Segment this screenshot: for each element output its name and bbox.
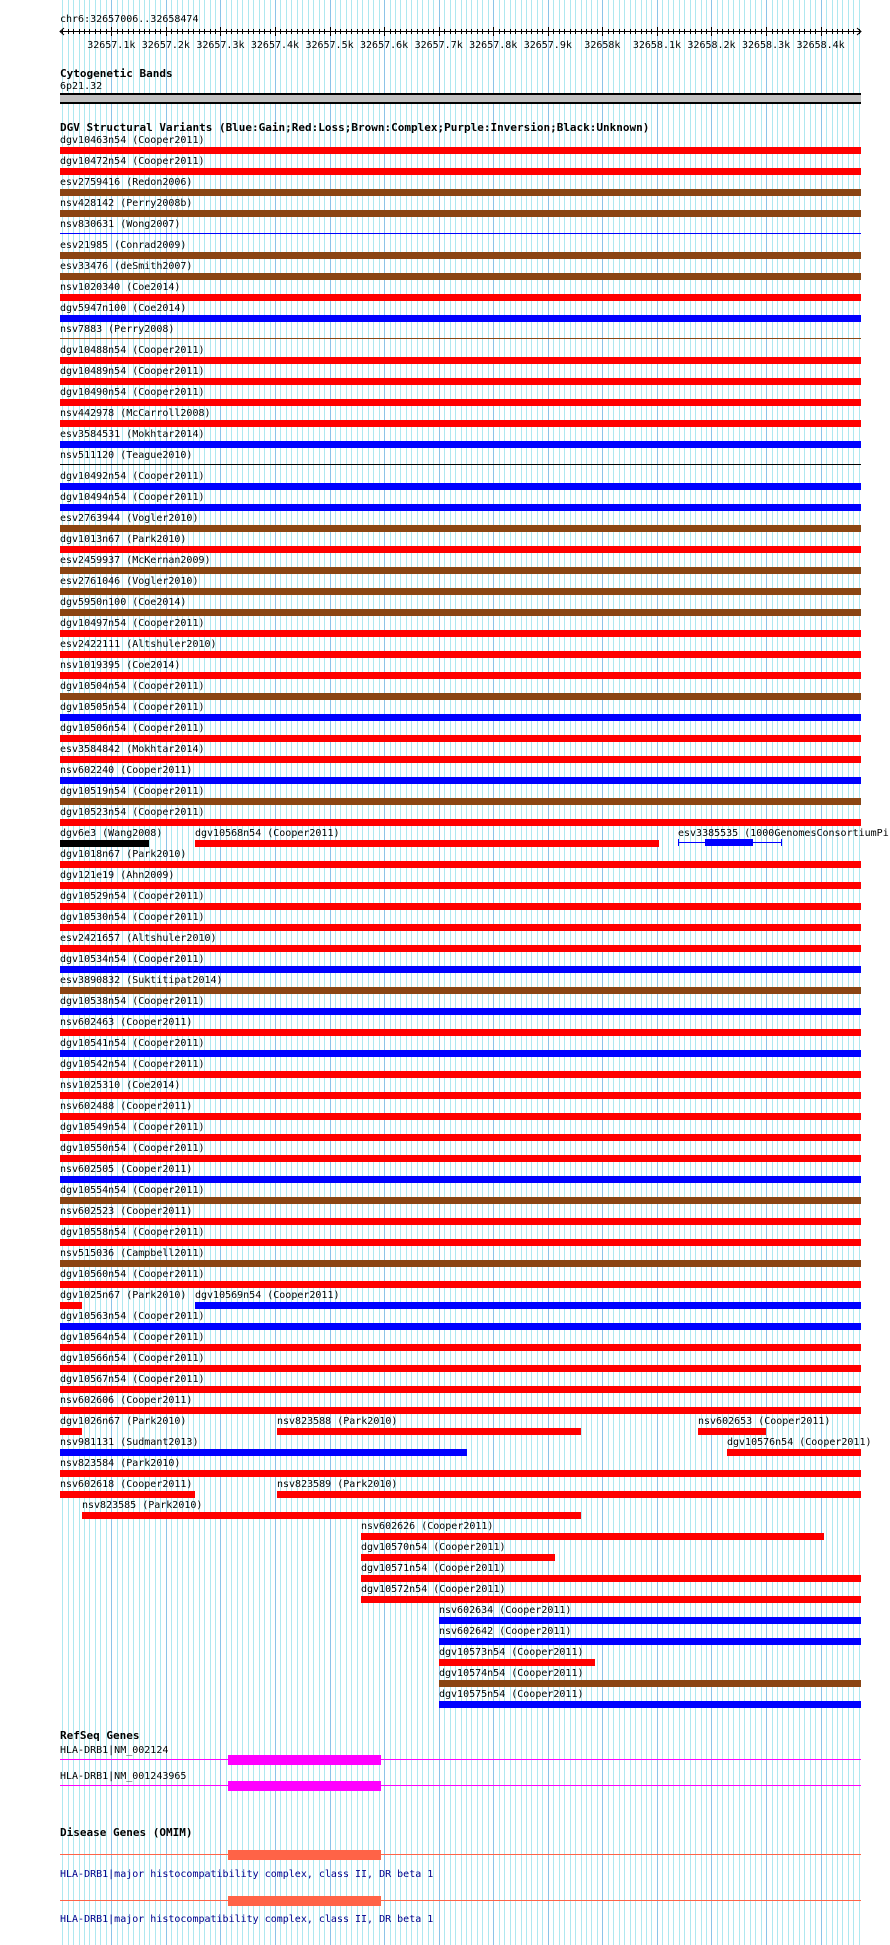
variant-bar-cap (781, 839, 782, 846)
variant-label[interactable]: dgv10574n54 (Cooper2011) (439, 1668, 584, 1679)
gene-label[interactable]: HLA-DRB1|NM_001243965 (60, 1771, 187, 1782)
variant-bar[interactable] (60, 756, 861, 763)
gene-intron-line[interactable] (60, 1785, 861, 1786)
ruler[interactable] (55, 25, 867, 65)
gene-intron-line[interactable] (60, 1759, 861, 1760)
variant-label[interactable]: dgv10492n54 (Cooper2011) (60, 471, 205, 482)
variant-bar[interactable] (60, 357, 861, 364)
variant-label[interactable]: nsv602618 (Cooper2011) (60, 1479, 193, 1490)
omim-track-title: Disease Genes (OMIM) (60, 1826, 193, 1839)
variant-label[interactable]: dgv10567n54 (Cooper2011) (60, 1374, 205, 1385)
variant-label[interactable]: dgv10529n54 (Cooper2011) (60, 891, 205, 902)
variant-label[interactable]: nsv515036 (Campbell2011) (60, 1248, 205, 1259)
variant-label[interactable]: nsv602606 (Cooper2011) (60, 1395, 193, 1406)
variant-bar[interactable] (60, 1386, 861, 1393)
ruler-tick-label: 32657.2k (141, 40, 190, 51)
ruler-tick-label: 32658k (584, 40, 621, 51)
variant-bar[interactable] (60, 399, 861, 406)
ruler-tick-label: 32658.1k (632, 40, 682, 51)
variant-label[interactable]: dgv10571n54 (Cooper2011) (361, 1563, 506, 1574)
variant-bar[interactable] (60, 168, 861, 175)
dgv-track-title: DGV Structural Variants (Blue:Gain;Red:Loss;Brown:Complex;Purple:Inversion;Black:Unknown) (60, 121, 650, 134)
ruler-tick-label: 32658.3k (741, 40, 791, 51)
variant-label[interactable]: nsv602653 (Cooper2011) (698, 1416, 831, 1427)
variant-bar[interactable] (60, 567, 861, 574)
variant-bar[interactable] (60, 1218, 861, 1225)
ruler-tick-label: 32657.3k (196, 40, 245, 51)
cytoband-title: Cytogenetic Bands (60, 67, 173, 80)
variant-label[interactable]: nsv1020340 (Coe2014) (60, 282, 181, 293)
variant-bar[interactable] (60, 798, 861, 805)
variant-label[interactable]: nsv442978 (McCarroll2008) (60, 408, 211, 419)
variant-label[interactable]: dgv10550n54 (Cooper2011) (60, 1143, 205, 1154)
variant-label[interactable]: dgv10560n54 (Cooper2011) (60, 1269, 205, 1280)
variant-bar[interactable] (60, 840, 149, 847)
variant-bar[interactable] (60, 1092, 861, 1099)
variant-bar[interactable] (277, 1428, 581, 1435)
variant-bar[interactable] (60, 693, 861, 700)
variant-label[interactable]: dgv121e19 (Ahn2009) (60, 870, 175, 881)
location-label: chr6:32657006..32658474 (60, 14, 199, 25)
variant-bar[interactable] (60, 819, 861, 826)
variant-label[interactable]: dgv1026n67 (Park2010) (60, 1416, 187, 1427)
variant-label[interactable]: nsv830631 (Wong2007) (60, 219, 181, 230)
variant-bar[interactable] (439, 1680, 861, 1687)
variant-bar[interactable] (60, 1470, 861, 1477)
variant-bar[interactable] (361, 1575, 861, 1582)
variant-label[interactable]: esv2459937 (McKernan2009) (60, 555, 211, 566)
variant-label[interactable]: esv3584531 (Mokhtar2014) (60, 429, 205, 440)
variant-label[interactable]: dgv10506n54 (Cooper2011) (60, 723, 205, 734)
variant-bar[interactable] (60, 1323, 861, 1330)
variant-label[interactable]: dgv1013n67 (Park2010) (60, 534, 187, 545)
variant-bar[interactable] (195, 1302, 861, 1309)
variant-label[interactable]: nsv511120 (Teague2010) (60, 450, 193, 461)
variant-bar[interactable] (60, 651, 861, 658)
variant-bar[interactable] (439, 1638, 861, 1645)
variant-bar[interactable] (60, 483, 861, 490)
variant-bar[interactable] (60, 609, 861, 616)
variant-bar[interactable] (60, 1428, 82, 1435)
variant-bar[interactable] (60, 1113, 861, 1120)
variant-bar[interactable] (60, 315, 861, 322)
variant-label[interactable]: dgv10505n54 (Cooper2011) (60, 702, 205, 713)
variant-bar[interactable] (60, 189, 861, 196)
variant-label[interactable]: esv3584842 (Mokhtar2014) (60, 744, 205, 755)
variant-label[interactable]: nsv428142 (Perry2008b) (60, 198, 193, 209)
variant-label[interactable]: dgv5947n100 (Coe2014) (60, 303, 187, 314)
variant-label[interactable]: esv2759416 (Redon2006) (60, 177, 193, 188)
variant-label[interactable]: dgv10568n54 (Cooper2011) (195, 828, 340, 839)
variant-bar[interactable] (60, 1407, 861, 1414)
gene-label[interactable]: HLA-DRB1|major histocompatibility complex, class II, DR beta 1 (60, 1869, 434, 1880)
variant-bar[interactable] (60, 1449, 467, 1456)
variant-bar[interactable] (195, 840, 659, 847)
gene-exon-box[interactable] (228, 1896, 381, 1906)
variant-label[interactable]: nsv602523 (Cooper2011) (60, 1206, 193, 1217)
variant-bar[interactable] (60, 546, 861, 553)
gene-label[interactable]: HLA-DRB1|major histocompatibility complex, class II, DR beta 1 (60, 1914, 434, 1925)
gene-exon-box[interactable] (228, 1781, 381, 1791)
variant-label[interactable]: dgv6e3 (Wang2008) (60, 828, 163, 839)
variant-bar-thick[interactable] (705, 839, 753, 846)
variant-bar[interactable] (727, 1449, 861, 1456)
variant-bar[interactable] (60, 1281, 861, 1288)
ruler-tick-label: 32657.4k (250, 40, 300, 51)
variant-bar[interactable] (60, 525, 861, 532)
variant-bar[interactable] (60, 1134, 861, 1141)
variant-bar[interactable] (60, 924, 861, 931)
variant-label[interactable]: esv33476 (deSmith2007) (60, 261, 193, 272)
variant-label[interactable]: nsv7883 (Perry2008) (60, 324, 175, 335)
ruler-tick-label: 32658.2k (687, 40, 736, 51)
variant-bar[interactable] (60, 861, 861, 868)
variant-bar[interactable] (60, 252, 861, 259)
variant-label[interactable]: nsv602488 (Cooper2011) (60, 1101, 193, 1112)
variant-label[interactable]: dgv10566n54 (Cooper2011) (60, 1353, 205, 1364)
variant-label[interactable]: dgv10542n54 (Cooper2011) (60, 1059, 205, 1070)
variant-bar[interactable] (361, 1554, 555, 1561)
variant-label[interactable]: dgv10519n54 (Cooper2011) (60, 786, 205, 797)
variant-bar[interactable] (60, 1239, 861, 1246)
variant-bar[interactable] (60, 464, 861, 465)
variant-label[interactable]: dgv5950n100 (Coe2014) (60, 597, 187, 608)
variant-bar[interactable] (82, 1512, 581, 1519)
variant-bar[interactable] (60, 1302, 82, 1309)
gene-intron-line[interactable] (60, 1854, 861, 1855)
variant-bar[interactable] (60, 882, 861, 889)
variant-bar[interactable] (60, 735, 861, 742)
variant-bar[interactable] (60, 1029, 861, 1036)
variant-bar-cap (678, 839, 679, 846)
ruler-tick-label: 32657.9k (523, 40, 572, 51)
refseq-track-title: RefSeq Genes (60, 1729, 140, 1742)
variant-label[interactable]: dgv10563n54 (Cooper2011) (60, 1311, 205, 1322)
variant-label[interactable]: dgv10569n54 (Cooper2011) (195, 1290, 340, 1301)
ruler-tick-label: 32657.8k (469, 40, 518, 51)
variant-label[interactable]: dgv1025n67 (Park2010) (60, 1290, 187, 1301)
variant-label[interactable]: dgv10472n54 (Cooper2011) (60, 156, 205, 167)
variant-bar[interactable] (60, 630, 861, 637)
variant-label[interactable]: dgv10576n54 (Cooper2011) (727, 1437, 872, 1448)
variant-label[interactable]: esv2422111 (Altshuler2010) (60, 639, 217, 650)
variant-label[interactable]: esv21985 (Conrad2009) (60, 240, 187, 251)
gene-label[interactable]: HLA-DRB1|NM_002124 (60, 1745, 169, 1756)
variant-label[interactable]: nsv981131 (Sudmant2013) (60, 1437, 199, 1448)
variant-label[interactable]: nsv823584 (Park2010) (60, 1458, 181, 1469)
ruler-tick-label: 32657.7k (414, 40, 463, 51)
variant-bar[interactable] (60, 1197, 861, 1204)
variant-bar[interactable] (60, 1260, 861, 1267)
variant-label[interactable]: dgv10497n54 (Cooper2011) (60, 618, 205, 629)
ruler-tick-label: 32657.6k (360, 40, 409, 51)
variant-label[interactable]: dgv10573n54 (Cooper2011) (439, 1647, 584, 1658)
gene-exon-box[interactable] (228, 1755, 381, 1765)
variant-label[interactable]: dgv10463n54 (Cooper2011) (60, 135, 205, 146)
variant-label[interactable]: dgv10530n54 (Cooper2011) (60, 912, 205, 923)
variant-label[interactable]: nsv602642 (Cooper2011) (439, 1626, 572, 1637)
variant-bar[interactable] (60, 945, 861, 952)
variant-bar[interactable] (60, 1155, 861, 1162)
gene-intron-line[interactable] (60, 1900, 861, 1901)
ruler-tick-label: 32658.4k (796, 40, 845, 51)
variant-label[interactable]: nsv602505 (Cooper2011) (60, 1164, 193, 1175)
variant-bar[interactable] (60, 378, 861, 385)
variant-label[interactable]: nsv1025310 (Coe2014) (60, 1080, 181, 1091)
variant-label[interactable]: esv3385535 (1000GenomesConsortiumPi (678, 828, 889, 839)
variant-label[interactable]: esv2763944 (Vogler2010) (60, 513, 199, 524)
variant-label[interactable]: nsv1019395 (Coe2014) (60, 660, 181, 671)
variant-bar[interactable] (60, 903, 861, 910)
variant-label[interactable]: nsv823585 (Park2010) (82, 1500, 203, 1511)
variant-bar[interactable] (439, 1617, 861, 1624)
variant-label[interactable]: dgv10523n54 (Cooper2011) (60, 807, 205, 818)
cytoband-bar[interactable] (60, 93, 861, 104)
variant-bar[interactable] (60, 714, 861, 721)
variant-label[interactable]: dgv10558n54 (Cooper2011) (60, 1227, 205, 1238)
variant-bar[interactable] (60, 987, 861, 994)
variant-label[interactable]: nsv602240 (Cooper2011) (60, 765, 193, 776)
variant-bar[interactable] (60, 588, 861, 595)
variant-bar[interactable] (60, 966, 861, 973)
ruler-tick-label: 32657.5k (305, 40, 354, 51)
variant-bar[interactable] (361, 1533, 824, 1540)
variant-bar[interactable] (60, 777, 861, 784)
variant-bar[interactable] (60, 441, 861, 448)
variant-bar[interactable] (60, 672, 861, 679)
variant-label[interactable]: esv3890832 (Suktitipat2014) (60, 975, 223, 986)
variant-bar[interactable] (60, 147, 861, 154)
variant-bar[interactable] (60, 273, 861, 280)
variant-bar[interactable] (60, 1344, 861, 1351)
variant-label[interactable]: dgv10489n54 (Cooper2011) (60, 366, 205, 377)
variant-bar[interactable] (60, 233, 861, 234)
variant-label[interactable]: dgv10564n54 (Cooper2011) (60, 1332, 205, 1343)
variant-label[interactable]: dgv1018n67 (Park2010) (60, 849, 187, 860)
variant-label[interactable]: esv2421657 (Altshuler2010) (60, 933, 217, 944)
variant-label[interactable]: dgv10575n54 (Cooper2011) (439, 1689, 584, 1700)
cytoband-name: 6p21.32 (60, 81, 103, 92)
variant-label[interactable]: dgv10549n54 (Cooper2011) (60, 1122, 205, 1133)
variant-bar[interactable] (439, 1701, 861, 1708)
variant-bar[interactable] (60, 1050, 861, 1057)
variant-label[interactable]: nsv823589 (Park2010) (277, 1479, 398, 1490)
variant-bar[interactable] (60, 1071, 861, 1078)
variant-bar[interactable] (60, 294, 861, 301)
variant-label[interactable]: nsv602634 (Cooper2011) (439, 1605, 572, 1616)
ruler-tick-label: 32657.1k (87, 40, 136, 51)
variant-label[interactable]: dgv10572n54 (Cooper2011) (361, 1584, 506, 1595)
variant-label[interactable]: dgv10538n54 (Cooper2011) (60, 996, 205, 1007)
gene-exon-box[interactable] (228, 1850, 381, 1860)
variant-label[interactable]: dgv10488n54 (Cooper2011) (60, 345, 205, 356)
variant-label[interactable]: dgv10494n54 (Cooper2011) (60, 492, 205, 503)
variant-bar[interactable] (60, 504, 861, 511)
variant-bar[interactable] (60, 1176, 861, 1183)
variant-label[interactable]: dgv10504n54 (Cooper2011) (60, 681, 205, 692)
variant-label[interactable]: dgv10570n54 (Cooper2011) (361, 1542, 506, 1553)
variant-label[interactable]: nsv823588 (Park2010) (277, 1416, 398, 1427)
variant-bar[interactable] (439, 1659, 595, 1666)
variant-bar[interactable] (60, 1491, 195, 1498)
variant-bar[interactable] (60, 1365, 861, 1372)
variant-label[interactable]: dgv10541n54 (Cooper2011) (60, 1038, 205, 1049)
variant-bar[interactable] (60, 210, 861, 217)
variant-label[interactable]: dgv10554n54 (Cooper2011) (60, 1185, 205, 1196)
variant-label[interactable]: nsv602463 (Cooper2011) (60, 1017, 193, 1028)
variant-label[interactable]: dgv10490n54 (Cooper2011) (60, 387, 205, 398)
variant-bar[interactable] (277, 1491, 861, 1498)
variant-label[interactable]: esv2761046 (Vogler2010) (60, 576, 199, 587)
variant-label[interactable]: dgv10534n54 (Cooper2011) (60, 954, 205, 965)
variant-bar[interactable] (60, 1008, 861, 1015)
variant-bar[interactable] (698, 1428, 766, 1435)
variant-bar[interactable] (60, 420, 861, 427)
variant-bar[interactable] (361, 1596, 861, 1603)
variant-label[interactable]: nsv602626 (Cooper2011) (361, 1521, 494, 1532)
variant-bar[interactable] (60, 338, 861, 339)
